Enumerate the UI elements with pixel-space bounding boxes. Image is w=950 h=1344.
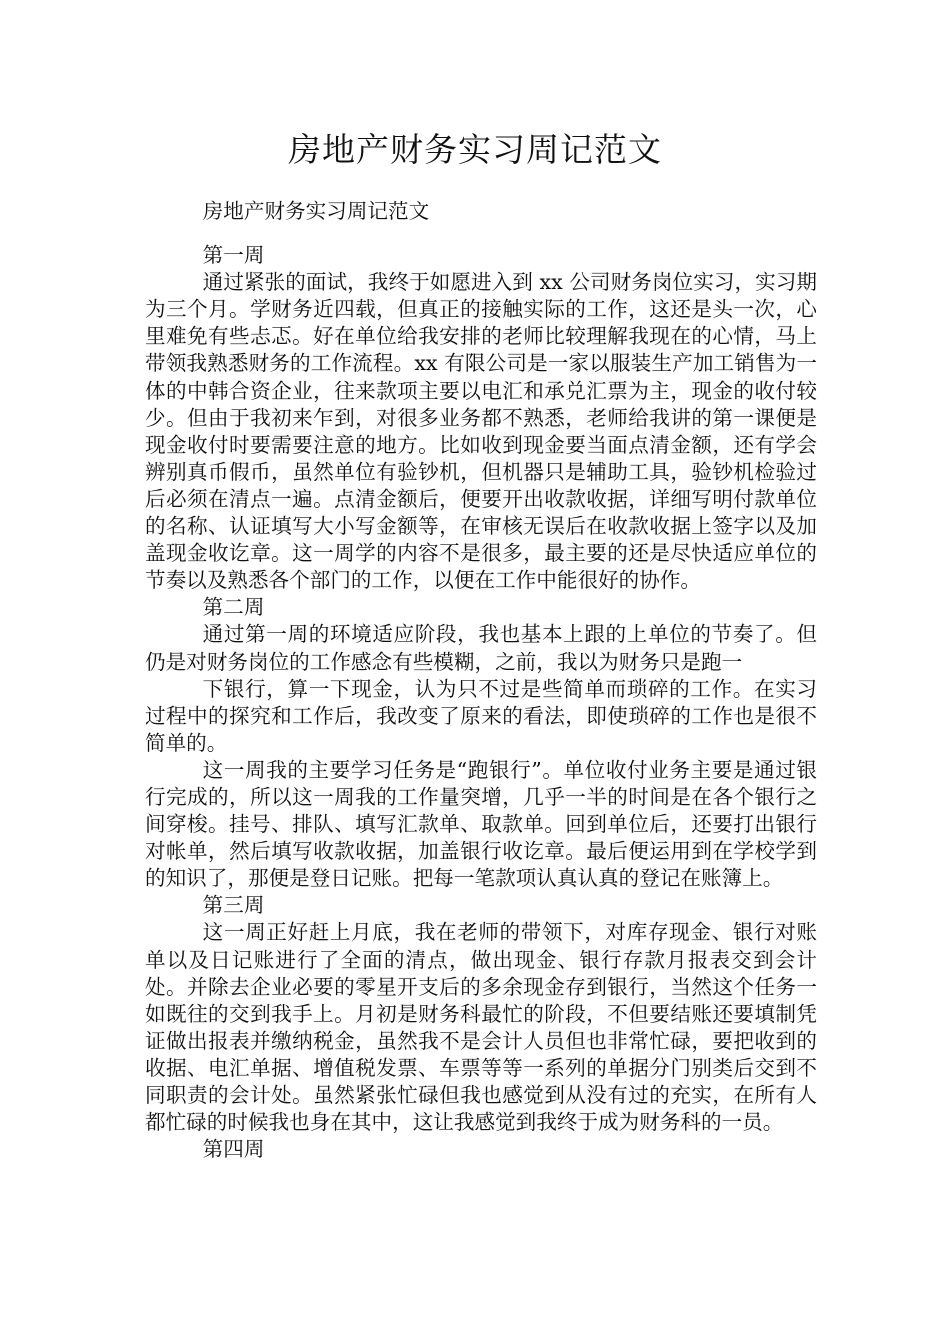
body-paragraph: 通过紧张的面试，我终于如愿进入到 xx 公司财务岗位实习，实习期为三个月。学财务近四载，但真正的接触实际的工作，这还是头一次，心里难免有些忐忑。好在单位给我安排的老师比较理解我现在的心情，马上带领我熟悉财务的工作流程。xx 有限公司是一家以服装生产加工销售为一体的中韩合资企业，往来款项主要以电汇和承兑汇票为主，现金的收付较少。但由于我初来乍到，对很多业务都不熟悉，老师给我讲的第一课便是现金收付时要需要注意的地方。比如收到现金要当面点清金额，还有学会辨别真币假币，虽然单位有验钞机，但机器只是辅助工具，验钞机检验过后必须在清点一遍。点清金额后，便要开出收款收据，详细写明付款单位的名称、认证填写大小写金额等，在审核无误后在收款收据上签字以及加盖现金收讫章。这一周学的内容不是很多，最主要的还是尽快适应单位的节奏以及熟悉各个部门的工作，以便在工作中能很好的协作。 [145, 270, 817, 593]
document-title: 房地产财务实习周记范文 [288, 130, 662, 169]
week-heading: 第一周 [202, 243, 265, 268]
document-body [145, 198, 817, 1163]
week-heading: 第三周 [202, 893, 265, 918]
week-heading: 第四周 [202, 1137, 265, 1162]
body-paragraph: 下银行，算一下现金，认为只不过是些简单而琐碎的工作。在实习过程中的探究和工作后，我改变了原来的看法，即使琐碎的工作也是很不简单的。 [145, 676, 817, 755]
body-paragraph: 这一周我的主要学习任务是“跑银行”。单位收付业务主要是通过银行完成的，所以这一周我的工作量突增，几乎一半的时间是在各个银行之间穿梭。挂号、排队、填写汇款单、取款单。回到单位后，还要打出银行对帐单，然后填写收款收据，加盖银行收讫章。最后便运用到在学校学到的知识了，那便是登日记账。把每一笔款项认真认真的登记在账簿上。 [145, 757, 817, 891]
body-paragraph: 通过第一周的环境适应阶段，我也基本上跟的上单位的节奏了。但仍是对财务岗位的工作感念有些模糊，之前，我以为财务只是跑一 [145, 622, 817, 674]
week-heading: 第二周 [202, 595, 265, 620]
body-paragraph: 这一周正好赶上月底，我在老师的带领下，对库存现金、银行对账单以及日记账进行了全面的清点，做出现金、银行存款月报表交到会计处。并除去企业必要的零星开支后的多余现金存到银行，当然这个任务一如既往的交到我手上。月初是财务科最忙的阶段，不但要结账还要填制凭证做出报表并缴纳税金，虽然我不是会计人员但也非常忙碌，要把收到的收据、电汇单据、增值税发票、车票等等一系列的单据分门别类后交到不同职责的会计处。虽然紧张忙碌但我也感觉到从没有过的充实，在所有人都忙碌的时候我也身在其中，这让我感觉到我终于成为财务科的一员。 [145, 920, 817, 1135]
document-subtitle: 房地产财务实习周记范文 [202, 199, 430, 223]
